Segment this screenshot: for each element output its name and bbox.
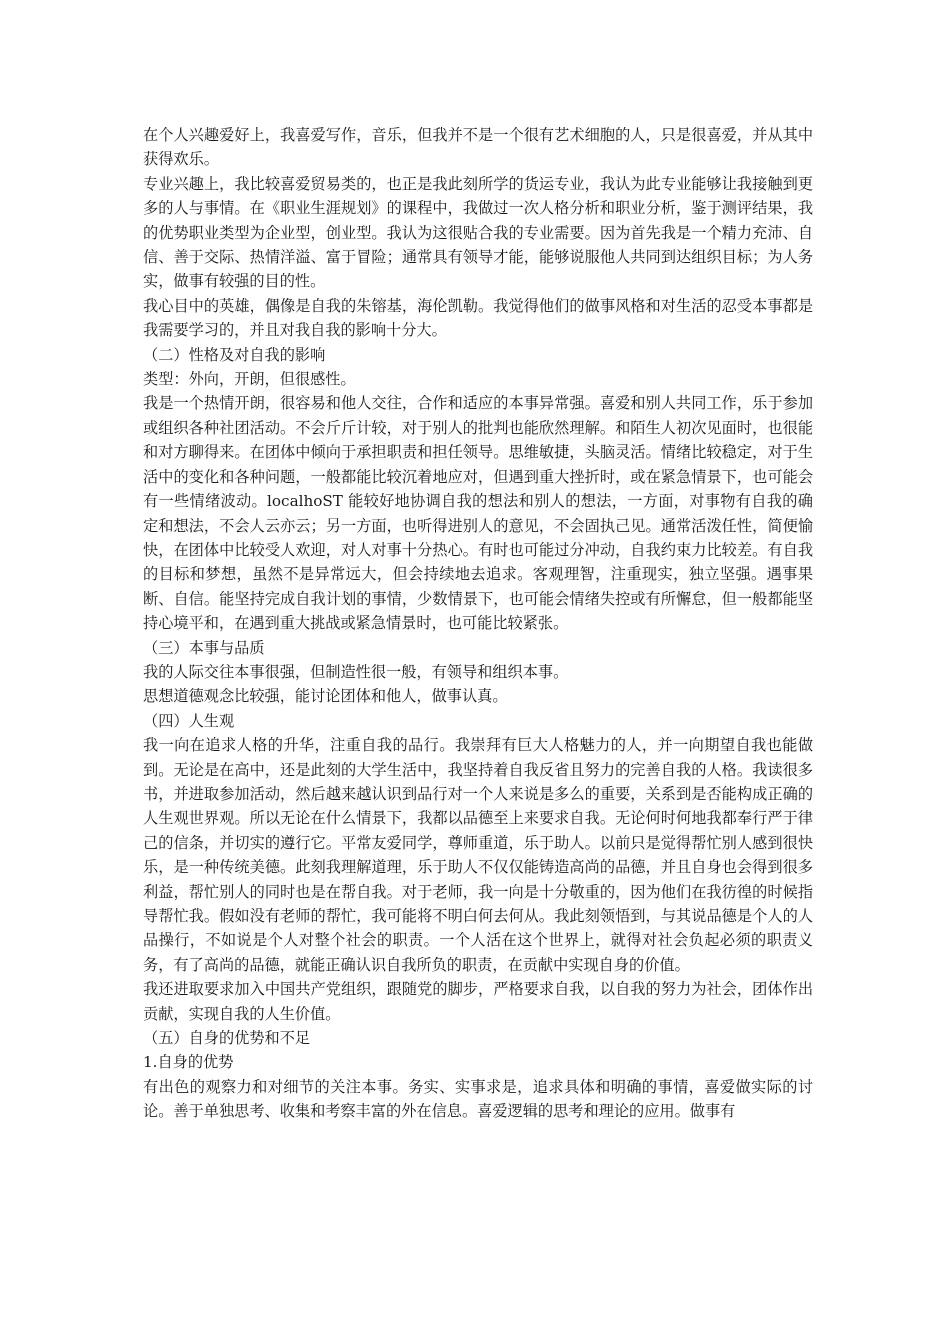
subheading-strengths: 1.自身的优势 <box>143 1053 234 1072</box>
paragraph-life-view: 我一向在追求人格的升华，注重自我的品行。我崇拜有巨大人格魅力的人，并一向期望自我也能做到。无论是在高中，还是此刻的大学生活中，我坚持着自我反省且努力的完善自我的人格。我读很多书，并进取参加活动，然后越来越认识到品行对一个人来说是多么的重要，关系到是否能构成正确的人生观世界观。所以无论在什么情景下，我都以品德至上来要求自我。无论何时何地我都奉行严于律己的信条，并切实的遵行它。平常友爱同学，尊师重道，乐于助人。以前只是觉得帮忙别人感到很快乐，是一种传统美德。此刻我理解道理，乐于助人不仅仅能铸造高尚的品德，并且自身也会得到很多利益，帮忙别人的同时也是在帮自我。对于老师，我一向是十分敬重的，因为他们在我彷徨的时候指导帮忙我。假如没有老师的帮忙，我可能将不明白何去何从。我此刻领悟到，与其说品德是个人的人品操行，不如说是个人对整个社会的职责。一个人活在这个世界上，就得对社会负起必须的职责义务，有了高尚的品德，就能正确认识自我所负的职责，在贡献中实现自身的价值。 <box>143 736 813 974</box>
paragraph-party: 我还进取要求加入中国共产党组织，跟随党的脚步，严格要求自我，以自我的努力为社会，团体作出贡献，实现自我的人生价值。 <box>143 980 813 1023</box>
paragraph-abilities-2: 思想道德观念比较强，能讨论团体和他人，做事认真。 <box>143 687 508 706</box>
paragraph-personality-type: 类型：外向，开朗，但很感性。 <box>143 370 356 389</box>
paragraph-abilities-1: 我的人际交往本事很强，但制造性很一般，有领导和组织本事。 <box>143 662 569 681</box>
section-heading-life-view: （四）人生观 <box>143 711 235 730</box>
section-heading-abilities: （三）本事与品质 <box>143 638 265 657</box>
document-body <box>143 123 813 1124</box>
section-heading-personality: （二）性格及对自我的影响 <box>143 345 326 364</box>
paragraph-role-models: 我心目中的英雄，偶像是自我的朱镕基，海伦凯勒。我觉得他们的做事风格和对生活的忍受本事都是我需要学习的，并且对我自我的影响十分大。 <box>143 296 813 340</box>
paragraph-strengths: 有出色的观察力和对细节的关注本事。务实、实事求是，追求具体和明确的事情，喜爱做实际的讨论。善于单独思考、收集和考察丰富的外在信息。喜爱逻辑的思考和理论的应用。做事有 <box>143 1077 813 1121</box>
paragraph-personality-detail: 我是一个热情开朗，很容易和他人交往，合作和适应的本事异常强。喜爱和别人共同工作，乐于参加或组织各种社团活动。不会斤斤计较，对于别人的批判也能欣然理解。和陌生人初次见面时，也很能和对方聊得来。在团体中倾向于承担职责和担任领导。思维敏捷，头脑灵活。情绪比较稳定，对于生活中的变化和各种问题，一般都能比较沉着地应对，但遇到重大挫折时，或在紧急情景下，也可能会有一些情绪波动。localhoST 能较好地协调自我的想法和别人的想法，一方面，对事物有自我的确定和想法，不会人云亦云；另一方面，也听得进别人的意见，不会固执己见。通常活泼任性，简便愉快，在团体中比较受人欢迎，对人对事十分热心。有时也可能过分冲动，自我约束力比较差。有自我的目标和梦想，虽然不是异常远大，但会持续地去追求。客观理智，注重现实，独立坚强。遇事果断、自信。能坚持完成自我计划的事情，少数情景下，也可能会情绪失控或有所懈怠，但一般都能坚持心境平和，在遇到重大挑战或紧急情景时，也可能比较紧张。 <box>143 394 813 633</box>
paragraph-professional-interest: 专业兴趣上，我比较喜爱贸易类的，也正是我此刻所学的货运专业，我认为此专业能够让我接触到更多的人与事情。在《职业生涯规划》的课程中，我做过一次人格分析和职业分析，鉴于测评结果，我的优势职业类型为企业型，创业型。我认为这很贴合我的专业需要。因为首先我是一个精力充沛、自信、善于交际、热情洋溢、富于冒险；通常具有领导才能，能够说服他人共同到达组织目标；为人务实，做事有较强的目的性。 <box>143 174 813 291</box>
paragraph-hobbies: 在个人兴趣爱好上，我喜爱写作，音乐，但我并不是一个很有艺术细胞的人，只是很喜爱，并从其中获得欢乐。 <box>143 126 813 169</box>
section-heading-strengths-weaknesses: （五）自身的优势和不足 <box>143 1029 311 1048</box>
